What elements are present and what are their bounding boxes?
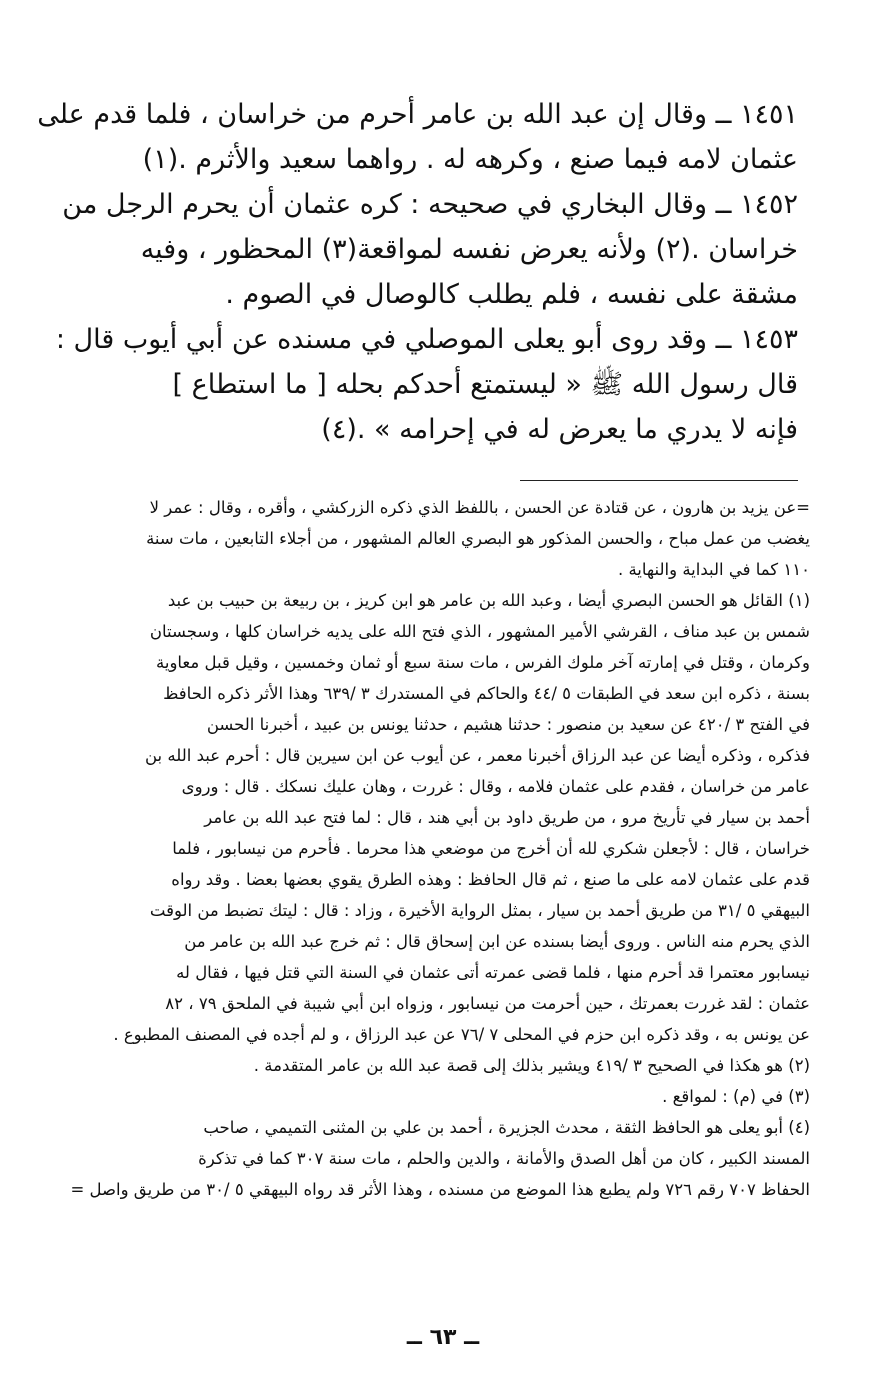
text-line: خراسان .(٢) ولأنه يعرض نفسه لمواقعة(٣) المحظور ، وفيه — [140, 234, 798, 265]
footnote-line: شمس بن عبد مناف ، القرشي الأمير المشهور ، الذي فتح الله على يديه خراسان كلها ، وسجستان — [149, 622, 810, 641]
text-line: عثمان لامه فيما صنع ، وكرهه له . رواهما سعيد والأثرم .(١) — [142, 144, 798, 175]
entry-1451 — [37, 92, 798, 182]
footnote-line: قدم على عثمان لامه على ما صنع ، ثم قال الحافظ : وهذه الطرق يقوي بعضها بعضا . وقد رواه — [171, 870, 810, 889]
text-line: مشقة على نفسه ، فلم يطلب كالوصال في الصوم . — [225, 279, 798, 310]
footnote-line: الحفاظ ٧٠٧ رقم ٧٢٦ ولم يطبع هذا الموضع من مسنده ، وهذا الأثر قد رواه البيهقي ٥ /٣٠ من طريق واصل = — [70, 1180, 810, 1199]
footnote-line: الذي يحرم منه الناس . وروى أيضا بسنده عن ابن إسحاق قال : ثم خرج عبد الله بن عامر من — [184, 932, 810, 951]
footnotes — [70, 492, 810, 1205]
footnote-line: (٤) أبو يعلى هو الحافظ الثقة ، محدث الجزيرة ، أحمد بن علي بن المثنى التميمي ، صاحب — [203, 1118, 810, 1137]
footnote-line: (٣) في (م) : لمواقع . — [662, 1087, 810, 1106]
text-line: ١٤٥٣ ــ وقد روى أبو يعلى الموصلي في مسنده عن أبي أيوب قال : — [55, 324, 798, 355]
page-number: ــ ٦٣ ــ — [406, 1325, 480, 1350]
footnote-line: (١) القائل هو الحسن البصري أيضا ، وعبد الله بن عامر هو ابن كريز ، بن ربيعة بن حبيب بن عبد — [167, 591, 810, 610]
text-line: قال رسول الله ﷺ « ليستمتع أحدكم بحله [ ما استطاع ] — [172, 369, 798, 400]
entry-1452 — [62, 182, 798, 317]
footnote-line: عثمان : لقد غررت بعمرتك ، حين أحرمت من نيسابور ، وزواه ابن أبي شيبة في الملحق ٧٩ ، ٨٢ — [165, 994, 810, 1013]
footnote-line: البيهقي ٥ /٣١ من طريق أحمد بن سيار ، بمثل الرواية الأخيرة ، وزاد : قال : ليتك تضبط من الوقت — [149, 901, 810, 920]
footnote-line: فذكره ، وذكره أيضا عن عبد الرزاق أخبرنا معمر ، عن أيوب عن ابن سيرين قال : أحرم عبد الله بن — [145, 746, 810, 765]
footnote-line: أحمد بن سيار في تأريخ مرو ، من طريق داود بن أبي هند ، قال : لما فتح عبد الله بن عامر — [204, 808, 810, 827]
footnote-line: بسنة ، ذكره ابن سعد في الطبقات ٥ /٤٤ والحاكم في المستدرك ٣ /٦٣٩ وهذا الأثر ذكره الحافظ — [163, 684, 810, 703]
text-line: ١٤٥١ ــ وقال إن عبد الله بن عامر أحرم من خراسان ، فلما قدم على — [37, 99, 798, 130]
footnote-line: عامر من خراسان ، فقدم على عثمان فلامه ، وقال : غررت ، وهان عليك نسكك . قال : وروى — [181, 777, 810, 796]
footnote-line: في الفتح ٣ /٤٢٠ عن سعيد بن منصور : حدثنا هشيم ، حدثنا يونس بن عبيد ، أخبرنا الحسن — [206, 715, 810, 734]
entry-1453 — [55, 317, 798, 452]
footnote-line: خراسان ، قال : لأجعلن شكري لله أن أخرج من موضعي هذا محرما . فأحرم من نيسابور ، فلما — [172, 839, 810, 858]
text-line: ١٤٥٢ ــ وقال البخاري في صحيحه : كره عثمان أن يحرم الرجل من — [62, 189, 798, 220]
footnote-line: ١١٠ كما في البداية والنهاية . — [617, 560, 810, 579]
footnote-line: عن يونس به ، وقد ذكره ابن حزم في المحلى ٧ /٧٦ عن عبد الرزاق ، و لم أجده في المصنف المطبوع . — [113, 1025, 810, 1044]
footnote-line: المسند الكبير ، كان من أهل الصدق والأمانة ، والدين والحلم ، مات سنة ٣٠٧ كما في تذكرة — [198, 1149, 810, 1168]
footnote-line: =عن يزيد بن هارون ، عن قتادة عن الحسن ، باللفظ الذي ذكره الزركشي ، وأقره ، وقال : عمر لا — [149, 498, 810, 517]
footnote-line: يغضب من عمل مباح ، والحسن المذكور هو البصري العالم المشهور ، من أجلاء التابعين ، مات سنة — [146, 529, 810, 548]
footnote-line: (٢) هو هكذا في الصحيح ٣ /٤١٩ ويشير بذلك إلى قصة عبد الله بن عامر المتقدمة . — [253, 1056, 810, 1075]
footnote-separator — [520, 480, 798, 481]
footnote-line: نيسابور معتمرا قد أحرم منها ، فلما قضى عمرته أتى عثمان في السنة التي قتل فيها ، فقال له — [176, 963, 810, 982]
footnote-line: وكرمان ، وقتل في إمارته آخر ملوك الفرس ، مات سنة سبع أو ثمان وخمسين ، وقيل قبل معاوية — [156, 653, 810, 672]
text-line: فإنه لا يدري ما يعرض له في إحرامه » .(٤) — [321, 414, 798, 445]
main-text — [37, 92, 798, 452]
